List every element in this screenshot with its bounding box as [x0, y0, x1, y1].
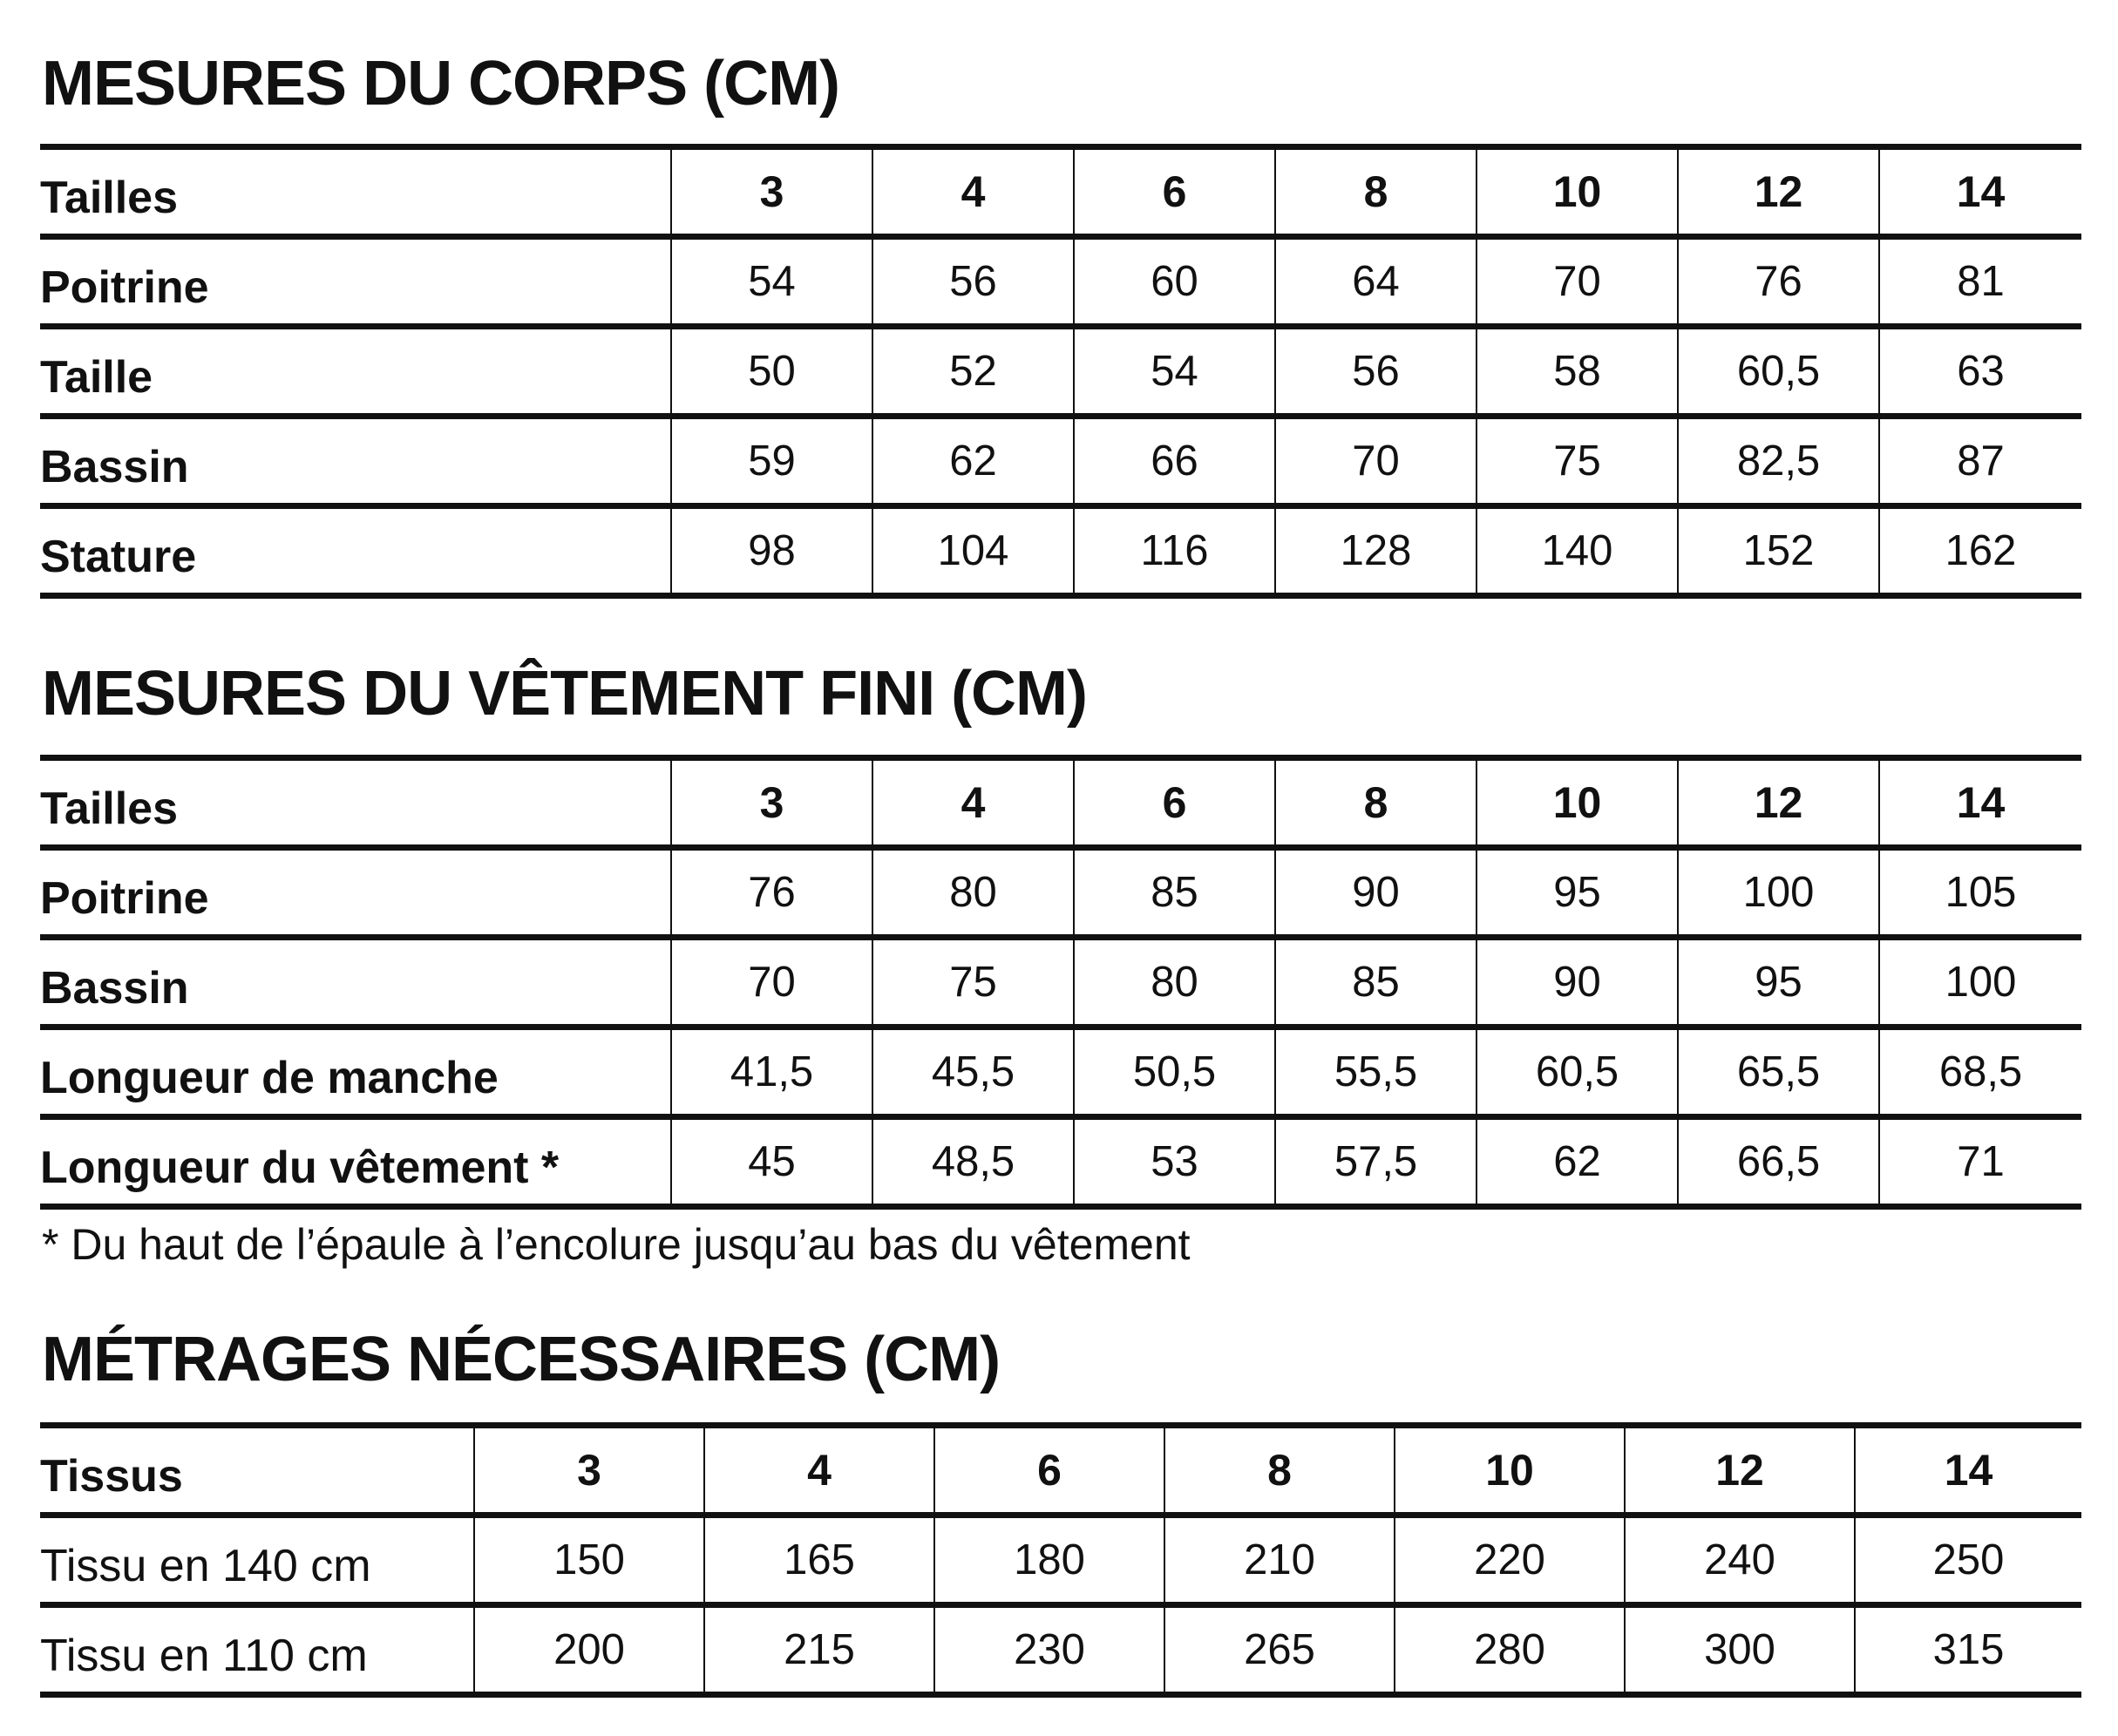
table-cell: 315 [1855, 1605, 2081, 1695]
table-cell: 70 [1275, 417, 1476, 506]
table-cell: 54 [671, 237, 872, 327]
table-cell: 70 [671, 938, 872, 1027]
table-cell: 52 [872, 327, 1074, 417]
size-header: 14 [1879, 758, 2081, 848]
table-cell: 75 [872, 938, 1074, 1027]
table-cell: 300 [1625, 1605, 1855, 1695]
table-cell: 265 [1164, 1605, 1395, 1695]
table-cell: 50 [671, 327, 872, 417]
row-label: Longueur du vêtement * [40, 1117, 671, 1207]
table-cell: 162 [1879, 506, 2081, 596]
size-header: 3 [671, 758, 872, 848]
table-cell: 95 [1476, 848, 1678, 938]
row-label: Tissu en 140 cm [40, 1516, 474, 1605]
footnote: * Du haut de l’épaule à l’encolure jusqu’au bas du vêtement [42, 1220, 1191, 1269]
row-label: Poitrine [40, 848, 671, 938]
header-label: Tailles [40, 147, 671, 237]
table-cell: 66 [1074, 417, 1275, 506]
table-cell: 200 [474, 1605, 704, 1695]
row-label: Poitrine [40, 237, 671, 327]
table-cell: 48,5 [872, 1117, 1074, 1207]
row-label: Taille [40, 327, 671, 417]
size-header: 12 [1678, 758, 1879, 848]
size-header: 14 [1879, 147, 2081, 237]
table-cell: 56 [872, 237, 1074, 327]
table-cell: 220 [1395, 1516, 1625, 1605]
table-row [40, 417, 2081, 506]
header-label: Tailles [40, 758, 671, 848]
table-cell: 104 [872, 506, 1074, 596]
table-cell: 64 [1275, 237, 1476, 327]
table-cell: 60 [1074, 237, 1275, 327]
size-header: 10 [1476, 147, 1678, 237]
table-cell: 60,5 [1476, 1027, 1678, 1117]
table-cell: 76 [671, 848, 872, 938]
row-label: Longueur de manche [40, 1027, 671, 1117]
table-row [40, 327, 2081, 417]
size-header: 6 [934, 1426, 1164, 1516]
size-header: 3 [474, 1426, 704, 1516]
table-cell: 80 [1074, 938, 1275, 1027]
table-cell: 45,5 [872, 1027, 1074, 1117]
table-cell: 100 [1879, 938, 2081, 1027]
size-header: 4 [872, 758, 1074, 848]
table-cell: 75 [1476, 417, 1678, 506]
table-cell: 57,5 [1275, 1117, 1476, 1207]
table-header-row [40, 147, 2081, 237]
row-label: Bassin [40, 417, 671, 506]
table-cell: 71 [1879, 1117, 2081, 1207]
table-cell: 85 [1275, 938, 1476, 1027]
table-cell: 63 [1879, 327, 2081, 417]
size-header: 8 [1275, 147, 1476, 237]
fabric-requirements-table [40, 1422, 2081, 1698]
table-cell: 65,5 [1678, 1027, 1879, 1117]
table-cell: 250 [1855, 1516, 2081, 1605]
size-header: 10 [1476, 758, 1678, 848]
table-cell: 180 [934, 1516, 1164, 1605]
table-cell: 90 [1476, 938, 1678, 1027]
table-cell: 215 [704, 1605, 934, 1695]
table-cell: 62 [872, 417, 1074, 506]
size-header: 4 [704, 1426, 934, 1516]
size-header: 6 [1074, 758, 1275, 848]
size-header: 4 [872, 147, 1074, 237]
row-label: Tissu en 110 cm [40, 1605, 474, 1695]
table-cell: 62 [1476, 1117, 1678, 1207]
table-cell: 98 [671, 506, 872, 596]
table-cell: 210 [1164, 1516, 1395, 1605]
finished-garment-title: MESURES DU VÊTEMENT FINI (CM) [42, 659, 1088, 729]
table-cell: 81 [1879, 237, 2081, 327]
table-cell: 55,5 [1275, 1027, 1476, 1117]
table-cell: 240 [1625, 1516, 1855, 1605]
table-cell: 80 [872, 848, 1074, 938]
size-header: 14 [1855, 1426, 2081, 1516]
table-row [40, 1027, 2081, 1117]
table-cell: 100 [1678, 848, 1879, 938]
table-cell: 150 [474, 1516, 704, 1605]
size-header: 10 [1395, 1426, 1625, 1516]
fabric-requirements-title: MÉTRAGES NÉCESSAIRES (CM) [42, 1325, 1001, 1394]
table-cell: 82,5 [1678, 417, 1879, 506]
table-cell: 85 [1074, 848, 1275, 938]
size-header: 6 [1074, 147, 1275, 237]
body-measurements-title: MESURES DU CORPS (CM) [42, 49, 840, 119]
body-measurements-table [40, 144, 2081, 599]
table-cell: 68,5 [1879, 1027, 2081, 1117]
table-header-row [40, 1426, 2081, 1516]
table-row [40, 506, 2081, 596]
size-header: 12 [1625, 1426, 1855, 1516]
table-row [40, 1516, 2081, 1605]
row-label: Bassin [40, 938, 671, 1027]
table-cell: 66,5 [1678, 1117, 1879, 1207]
size-header: 8 [1164, 1426, 1395, 1516]
table-cell: 116 [1074, 506, 1275, 596]
table-cell: 230 [934, 1605, 1164, 1695]
table-cell: 59 [671, 417, 872, 506]
table-row [40, 938, 2081, 1027]
table-cell: 50,5 [1074, 1027, 1275, 1117]
table-cell: 53 [1074, 1117, 1275, 1207]
size-header: 3 [671, 147, 872, 237]
table-cell: 58 [1476, 327, 1678, 417]
row-label: Stature [40, 506, 671, 596]
table-cell: 90 [1275, 848, 1476, 938]
table-cell: 165 [704, 1516, 934, 1605]
finished-garment-table [40, 755, 2081, 1210]
table-header-row [40, 758, 2081, 848]
table-cell: 95 [1678, 938, 1879, 1027]
table-cell: 152 [1678, 506, 1879, 596]
size-header: 12 [1678, 147, 1879, 237]
table-cell: 280 [1395, 1605, 1625, 1695]
table-cell: 60,5 [1678, 327, 1879, 417]
table-cell: 56 [1275, 327, 1476, 417]
table-cell: 105 [1879, 848, 2081, 938]
table-row [40, 237, 2081, 327]
table-row [40, 1605, 2081, 1695]
table-cell: 140 [1476, 506, 1678, 596]
table-row [40, 848, 2081, 938]
table-cell: 76 [1678, 237, 1879, 327]
table-cell: 128 [1275, 506, 1476, 596]
table-row [40, 1117, 2081, 1207]
size-header: 8 [1275, 758, 1476, 848]
table-cell: 70 [1476, 237, 1678, 327]
table-cell: 45 [671, 1117, 872, 1207]
table-cell: 54 [1074, 327, 1275, 417]
table-cell: 41,5 [671, 1027, 872, 1117]
header-label: Tissus [40, 1426, 474, 1516]
table-cell: 87 [1879, 417, 2081, 506]
